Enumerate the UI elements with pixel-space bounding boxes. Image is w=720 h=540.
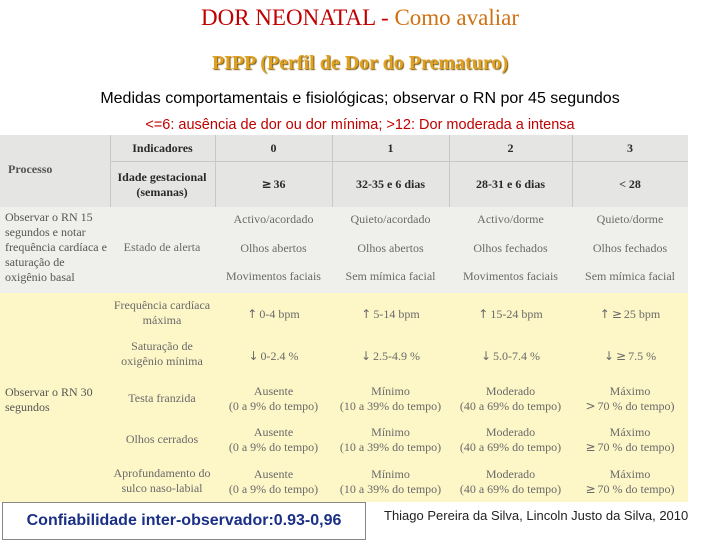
gest-value-2: 28-31 e 6 dias: [476, 177, 545, 191]
alert-r1-c1: Olhos abertos: [357, 241, 424, 255]
header-indicadores: Indicadores: [132, 141, 193, 155]
author-credit: Thiago Pereira da Silva, Lincoln Justo da Silva, 2010: [384, 508, 689, 523]
alert-r1-c0: Olhos abertos: [240, 241, 307, 255]
arrow-up-icon: ↑: [361, 307, 372, 321]
process-30s: Observar o RN 30 segundos: [5, 385, 93, 414]
row-divider: [110, 161, 688, 162]
nasolabial-label: Aprofundamento do sulco naso-labial: [113, 466, 211, 495]
naso-value-1: Mínimo (10 a 39% do tempo): [339, 467, 442, 496]
alert-r1-c3: Olhos fechados: [592, 241, 668, 255]
heart-rate-label: Frequência cardíaca máxima: [113, 298, 211, 327]
sat-value-3: ↓ ≥ 7.5 %: [603, 349, 657, 363]
greater-equal-icon: ≥: [616, 349, 627, 363]
description-line: Medidas comportamentais e fisiológicas; observar o RN por 45 segundos: [100, 90, 620, 107]
page-title: [0, 4, 720, 32]
alert-r1-c2: Olhos fechados: [473, 241, 548, 255]
brow-value-1: Mínimo (10 a 39% do tempo): [339, 384, 442, 413]
title-sub: Como avaliar: [394, 5, 519, 30]
arrow-down-icon: ↓: [248, 349, 259, 363]
eye-value-0: Ausente (0 a 9% do tempo): [228, 425, 319, 454]
arrow-up-icon: ↑: [478, 307, 489, 321]
eye-value-2: Moderado (40 a 69% do tempo): [459, 425, 562, 454]
arrow-up-icon: ↑: [599, 307, 610, 321]
greater-than-icon: >: [585, 399, 596, 413]
greater-equal-icon: ≥: [611, 307, 622, 321]
alert-r2-c2: Movimentos faciais: [463, 269, 558, 283]
eye-value-3: Máximo ≥ 70 % do tempo): [585, 425, 675, 454]
arrow-down-icon: ↓: [360, 349, 372, 363]
reliability-box: Confiabilidade inter-observador:0.93-0,96: [2, 502, 366, 540]
saturation-label: Saturação de oxigênio mínima: [121, 339, 203, 368]
pipp-table: [0, 135, 688, 502]
naso-value-2: Moderado (40 a 69% do tempo): [459, 467, 562, 496]
alert-r0-c1: Quieto/acordado: [350, 212, 431, 226]
subtitle: PIPP (Perfil de Dor do Prematuro): [211, 52, 509, 74]
gest-value-3: < 28: [619, 177, 641, 191]
brow-value-0: Ausente (0 a 9% do tempo): [228, 384, 319, 413]
arrow-down-icon: ↓: [480, 349, 492, 363]
score-interpretation: <=6: ausência de dor ou dor mínima; >12: Dor moderada a intensa: [145, 117, 575, 133]
brow-value-2: Moderado (40 a 69% do tempo): [459, 384, 562, 413]
header-score-2: 2: [507, 141, 514, 155]
alert-state-label: Estado de alerta: [123, 240, 201, 254]
arrow-down-icon: ↓: [603, 349, 614, 363]
hr-value-0: ↑ 0-4 bpm: [247, 307, 300, 321]
alert-r2-c1: Sem mímica facial: [345, 269, 436, 283]
header-processo: Processo: [8, 162, 53, 176]
alert-r0-c3: Quieto/dorme: [596, 212, 664, 226]
sat-value-1: ↓ 2.5-4.9 %: [360, 349, 421, 363]
gest-value-0: ≥ 36: [261, 177, 286, 191]
header-score-1: 1: [387, 141, 394, 155]
sat-value-2: ↓ 5.0-7.4 %: [480, 349, 541, 363]
greater-equal-icon: ≥: [261, 177, 272, 191]
gest-value-1: 32-35 e 6 dias: [356, 177, 425, 191]
gest-age-label: Idade gestacional (semanas): [117, 170, 207, 199]
process-15s: Observar o RN 15 segundos e notar frequência cardíaca e saturação de oxigênio basal: [5, 210, 107, 284]
arrow-up-icon: ↑: [247, 307, 258, 321]
alert-r0-c0: Activo/acordado: [233, 212, 314, 226]
header-score-3: 3: [627, 141, 633, 155]
brow-value-3: Máximo > 70 % do tempo): [585, 384, 675, 413]
title-main: DOR NEONATAL -: [201, 5, 395, 30]
naso-value-0: Ausente (0 a 9% do tempo): [228, 467, 319, 496]
greater-equal-icon: ≥: [585, 440, 596, 454]
alert-r2-c3: Sem mímica facial: [585, 269, 675, 283]
eye-value-1: Mínimo (10 a 39% do tempo): [339, 425, 442, 454]
alert-r0-c2: Activo/dorme: [477, 212, 544, 226]
hr-value-1: ↑ 5-14 bpm: [361, 307, 420, 321]
sat-value-0: ↓ 0-2.4 %: [248, 349, 299, 363]
brow-bulge-label: Testa franzida: [128, 391, 196, 405]
eye-squeeze-label: Olhos cerrados: [125, 432, 199, 446]
hr-value-3: ↑ ≥ 25 bpm: [599, 307, 661, 321]
greater-equal-icon: ≥: [585, 482, 596, 496]
hr-value-2: ↑ 15-24 bpm: [478, 307, 543, 321]
header-score-0: 0: [270, 141, 277, 155]
alert-r2-c0: Movimentos faciais: [226, 269, 321, 283]
naso-value-3: Máximo ≥ 70 % do tempo): [585, 467, 675, 496]
